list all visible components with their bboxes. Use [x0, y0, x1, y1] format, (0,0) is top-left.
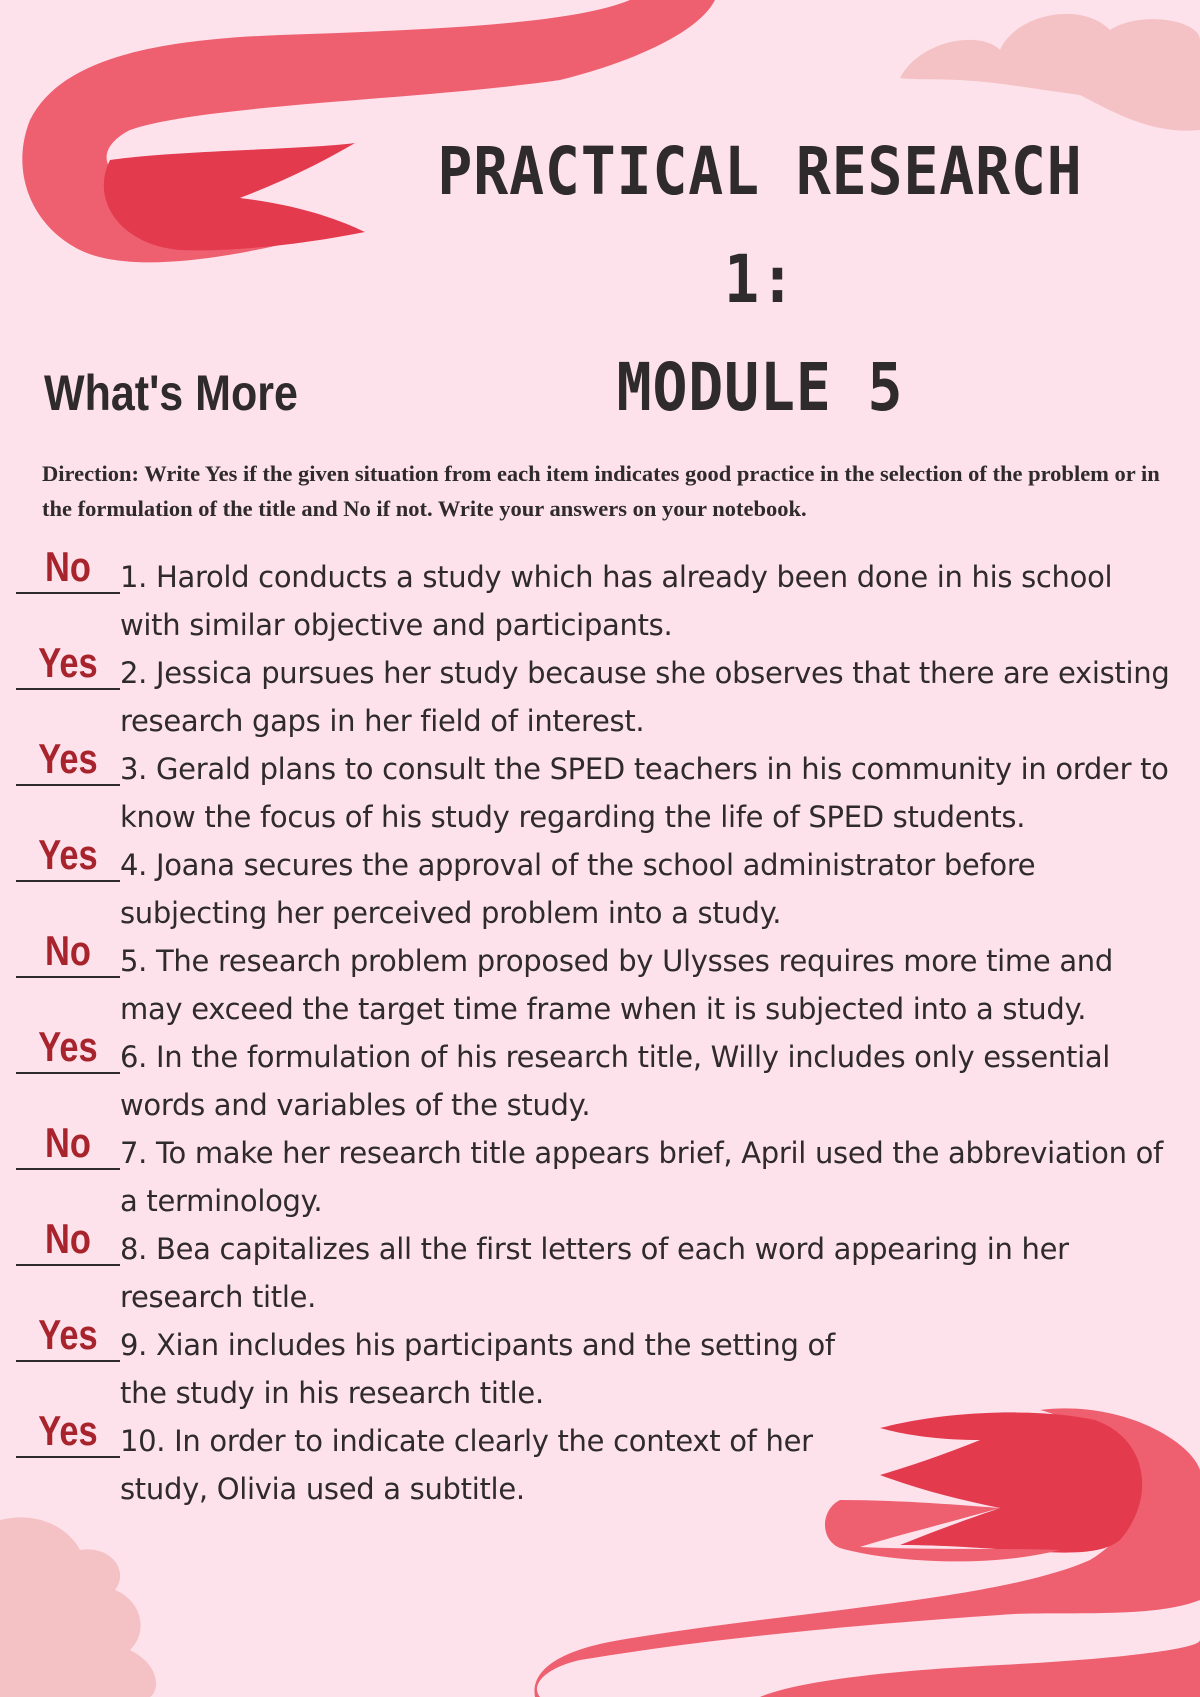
answer-blank-line — [16, 592, 120, 594]
item-text: 7. To make her research title appears brief, April used the abbreviation of a terminology. — [120, 1136, 1163, 1218]
answer-blank-line — [16, 1360, 120, 1362]
item-text: 9. Xian includes his participants and the setting of the study in his research title. — [120, 1328, 835, 1410]
cloud-top-right — [900, 14, 1200, 131]
list-item — [0, 1215, 1200, 1321]
page-title — [426, 118, 1095, 442]
title-line-1: PRACTICAL RESEARCH 1: — [437, 133, 1083, 318]
answer-blank-line — [16, 1072, 120, 1074]
item-text: 5. The research problem proposed by Ulysses requires more time and may exceed the target time frame when it is subjected into a study. — [120, 944, 1113, 1026]
answer-text: Yes — [38, 831, 98, 878]
list-item — [0, 1023, 1200, 1129]
answer-blank-line — [16, 784, 120, 786]
question-list — [0, 543, 1200, 1513]
answer-text: No — [45, 1119, 91, 1166]
answer-text: No — [45, 927, 91, 974]
list-item — [0, 1407, 1200, 1513]
list-item — [0, 543, 1200, 649]
list-item — [0, 1119, 1200, 1225]
answer-blank-line — [16, 688, 120, 690]
section-heading: What's More — [44, 365, 298, 421]
answer-text: No — [45, 1215, 91, 1262]
answer-text: Yes — [38, 639, 98, 686]
item-text: 1. Harold conducts a study which has already been done in his school with similar objective and participants. — [120, 560, 1113, 642]
answer-blank-line — [16, 976, 120, 978]
list-item — [0, 927, 1200, 1033]
item-text: 6. In the formulation of his research title, Willy includes only essential words and variables of the study. — [120, 1040, 1111, 1122]
title-line-2: MODULE 5 — [616, 349, 904, 426]
answer-text: Yes — [38, 1023, 98, 1070]
item-text: 2. Jessica pursues her study because she observes that there are existing research gaps in her field of interest. — [120, 656, 1170, 738]
item-text: 8. Bea capitalizes all the first letters of each word appearing in her research title. — [120, 1232, 1069, 1314]
item-text: 10. In order to indicate clearly the context of her study, Olivia used a subtitle. — [120, 1424, 813, 1506]
list-item — [0, 1311, 1200, 1417]
answer-blank-line — [16, 1168, 120, 1170]
answer-blank-line — [16, 1264, 120, 1266]
answer-text: Yes — [38, 1311, 98, 1358]
item-text: 3. Gerald plans to consult the SPED teachers in his community in order to know the focus of his study regarding the life of SPED students. — [120, 752, 1169, 834]
answer-blank-line — [16, 880, 120, 882]
list-item — [0, 831, 1200, 937]
answer-text: No — [45, 543, 91, 590]
list-item — [0, 735, 1200, 841]
answer-text: Yes — [38, 1407, 98, 1454]
cloud-bottom-left — [0, 1517, 156, 1697]
answer-blank-line — [16, 1456, 120, 1458]
direction-text: Direction: Write Yes if the given situation from each item indicates good practice in the selection of the problem or in the formulation of the title and No if not. Write your answers on your notebook. — [42, 461, 1160, 521]
item-text: 4. Joana secures the approval of the school administrator before subjecting her perceived problem into a study. — [120, 848, 1036, 930]
list-item — [0, 639, 1200, 745]
answer-text: Yes — [38, 735, 98, 782]
